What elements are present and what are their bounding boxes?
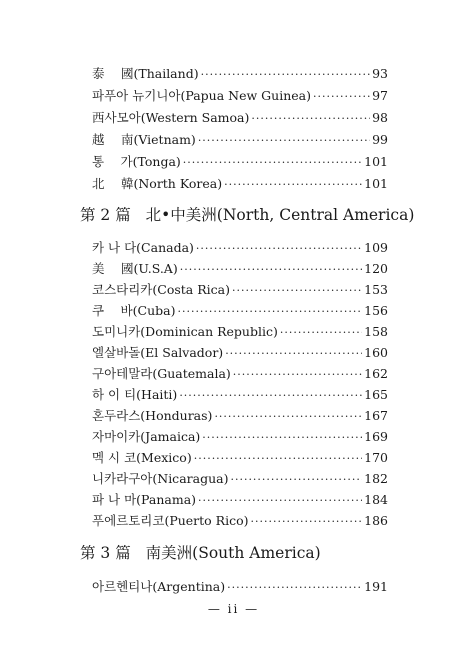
section-title: 北•中美洲(North, Central America) bbox=[145, 206, 415, 224]
toc-entry-title: 통 가(Tonga) bbox=[92, 154, 181, 169]
dot-leader bbox=[180, 260, 362, 280]
dot-leader bbox=[198, 491, 362, 511]
section-heading-2 bbox=[80, 203, 415, 227]
toc-entry-title: 멕 시 코(Mexico) bbox=[92, 450, 192, 465]
toc-entry-title: 코스타리카(Costa Rica) bbox=[92, 282, 230, 297]
toc-entry-tonga bbox=[92, 152, 388, 172]
toc-entry-page: 160 bbox=[364, 345, 388, 360]
dot-leader bbox=[280, 323, 362, 343]
dot-leader bbox=[313, 87, 370, 107]
toc-entry-title: 파 나 마(Panama) bbox=[92, 492, 197, 507]
toc-entry-page: 120 bbox=[364, 261, 388, 276]
toc-entry-page: 93 bbox=[372, 66, 388, 81]
dot-leader bbox=[177, 302, 362, 322]
toc-entry-western-samoa bbox=[92, 108, 388, 128]
toc-entry-page: 170 bbox=[364, 450, 388, 465]
toc-entry-page: 99 bbox=[372, 132, 388, 147]
toc-entry-title: 아르헨티나(Argentina) bbox=[92, 579, 226, 594]
dot-leader bbox=[224, 175, 362, 195]
toc-entry-page: 158 bbox=[364, 324, 388, 339]
toc-entry-title: 도미니카(Dominican Republic) bbox=[92, 324, 278, 339]
dot-leader bbox=[202, 428, 362, 448]
toc-entry-honduras bbox=[92, 406, 388, 426]
toc-entry-page: 153 bbox=[364, 282, 388, 297]
dot-leader bbox=[251, 512, 363, 532]
section-heading-3 bbox=[80, 541, 400, 565]
toc-entry-page: 165 bbox=[364, 387, 388, 402]
dot-leader bbox=[198, 131, 370, 151]
toc-entry-title: 엘살바돌(El Salvador) bbox=[92, 345, 224, 360]
toc-entry-mexico bbox=[92, 448, 388, 468]
section-title: 南美洲(South America) bbox=[145, 544, 321, 562]
toc-entry-el-salvador bbox=[92, 343, 388, 363]
toc-entry-title: 美 國(U.S.A) bbox=[92, 261, 178, 276]
dot-leader bbox=[214, 407, 362, 427]
toc-entry-page: 169 bbox=[364, 429, 388, 444]
section-number: 第 2 篇 bbox=[80, 206, 131, 224]
toc-entry-thailand bbox=[92, 64, 388, 84]
toc-entry-page: 162 bbox=[364, 366, 388, 381]
toc-entry-puerto-rico bbox=[92, 511, 388, 531]
dot-leader bbox=[225, 344, 362, 364]
toc-entry-title: 혼두라스(Honduras) bbox=[92, 408, 213, 423]
toc-entry-haiti bbox=[92, 385, 388, 405]
toc-entry-canada bbox=[92, 238, 388, 258]
toc-entry-dominican-republic bbox=[92, 322, 388, 342]
toc-entry-jamaica bbox=[92, 427, 388, 447]
toc-entry-title: 니카라구아(Nicaragua) bbox=[92, 471, 229, 486]
dot-leader bbox=[251, 109, 370, 129]
toc-entry-title: 泰 國(Thailand) bbox=[92, 66, 199, 81]
toc-entry-nicaragua bbox=[92, 469, 388, 489]
toc-entry-page: 101 bbox=[364, 176, 388, 191]
toc-entry-usa bbox=[92, 259, 388, 279]
toc-entry-argentina bbox=[92, 577, 388, 597]
toc-entry-page: 182 bbox=[364, 471, 388, 486]
dot-leader bbox=[194, 449, 362, 469]
toc-entry-title: 越 南(Vietnam) bbox=[92, 132, 196, 147]
dot-leader bbox=[232, 281, 362, 301]
toc-entry-papua-new-guinea bbox=[92, 86, 388, 106]
dot-leader bbox=[227, 578, 362, 598]
toc-entry-page: 167 bbox=[364, 408, 388, 423]
toc-entry-title: 北 韓(North Korea) bbox=[92, 176, 223, 191]
toc-entry-panama bbox=[92, 490, 388, 510]
toc-entry-page: 109 bbox=[364, 240, 388, 255]
toc-entry-costa-rica bbox=[92, 280, 388, 300]
toc-entry-page: 186 bbox=[364, 513, 388, 528]
toc-entry-title: 카 나 다(Canada) bbox=[92, 240, 194, 255]
toc-entry-page: 98 bbox=[372, 110, 388, 125]
dot-leader bbox=[201, 65, 371, 85]
toc-entry-cuba bbox=[92, 301, 388, 321]
toc-entry-north-korea bbox=[92, 174, 388, 194]
toc-entry-page: 191 bbox=[364, 579, 388, 594]
toc-entry-page: 184 bbox=[364, 492, 388, 507]
toc-entry-page: 156 bbox=[364, 303, 388, 318]
dot-leader bbox=[196, 239, 362, 259]
toc-entry-guatemala bbox=[92, 364, 388, 384]
toc-entry-title: 하 이 티(Haiti) bbox=[92, 387, 178, 402]
section-number: 第 3 篇 bbox=[80, 544, 131, 562]
page-number-footer: — ii — bbox=[207, 602, 260, 616]
dot-leader bbox=[183, 153, 362, 173]
toc-entry-vietnam bbox=[92, 130, 388, 150]
dot-leader bbox=[230, 470, 362, 490]
dot-leader bbox=[179, 386, 362, 406]
toc-entry-title: 西사모아(Western Samoa) bbox=[92, 110, 250, 125]
toc-entry-title: 자마이카(Jamaica) bbox=[92, 429, 201, 444]
dot-leader bbox=[233, 365, 362, 385]
toc-entry-title: 구아테말라(Guatemala) bbox=[92, 366, 231, 381]
toc-entry-title: 쿠 바(Cuba) bbox=[92, 303, 176, 318]
toc-entry-page: 101 bbox=[364, 154, 388, 169]
toc-entry-title: 파푸아 뉴기니아(Papua New Guinea) bbox=[92, 88, 311, 103]
toc-entry-title: 푸에르토리코(Puerto Rico) bbox=[92, 513, 249, 528]
toc-entry-page: 97 bbox=[372, 88, 388, 103]
